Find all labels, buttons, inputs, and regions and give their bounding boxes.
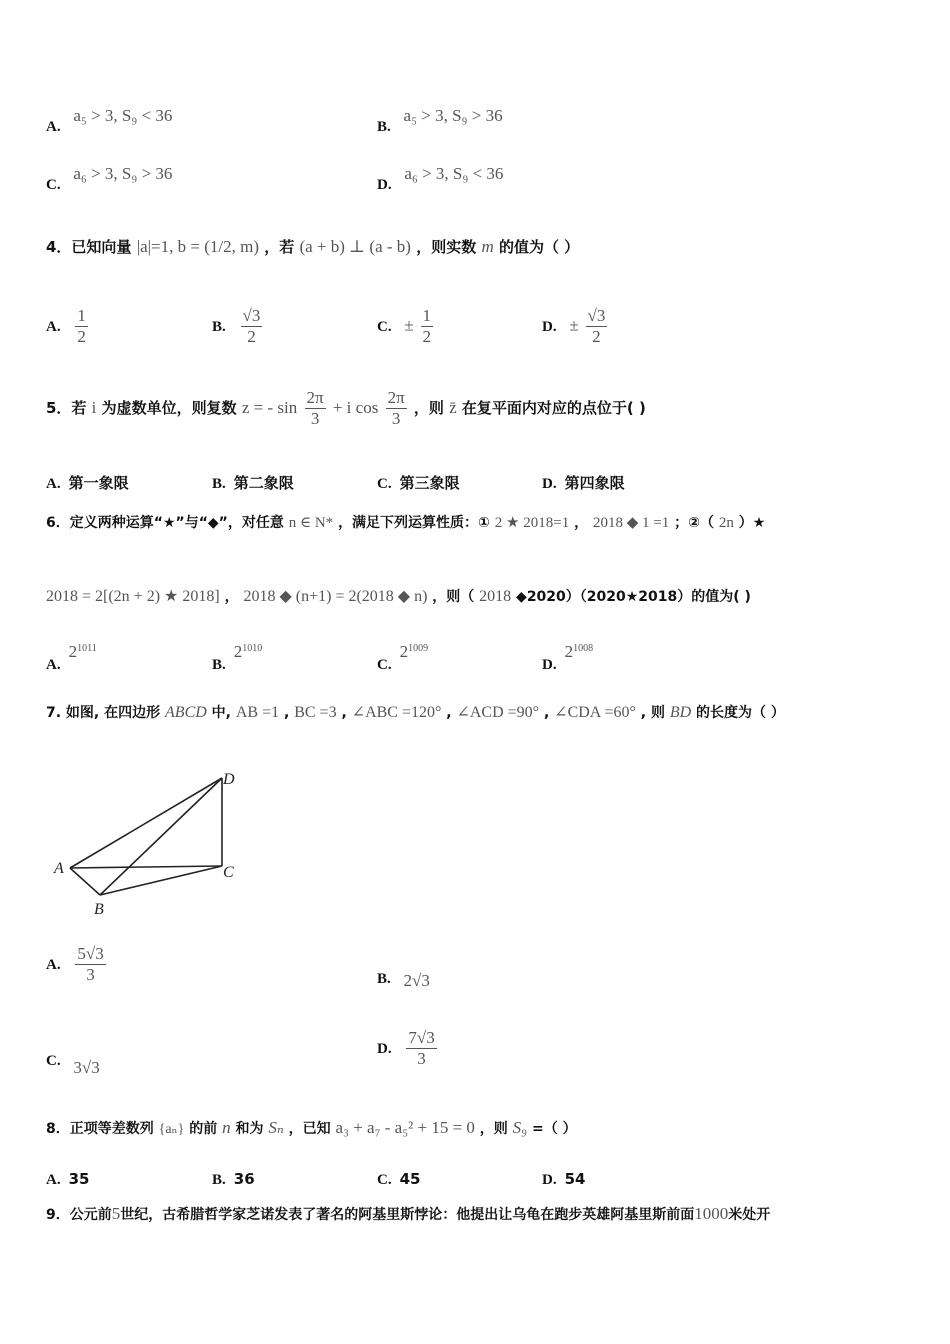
q7-text-5: , [446, 705, 452, 721]
option-label: D. [377, 177, 392, 193]
option-label: A. [46, 657, 61, 673]
q4-mid: ，若 [264, 238, 295, 256]
vertex-label-a: A [54, 860, 64, 877]
q8-option-a[interactable] [46, 1170, 89, 1189]
fraction-numerator: √3 [587, 306, 606, 325]
option-text: 36 [233, 1170, 255, 1188]
option-base: 2 [399, 642, 409, 661]
option-label: A. [46, 956, 61, 973]
q3-option-c[interactable] [46, 164, 173, 193]
q5-mid: 为虚数单位，则复数 [101, 399, 237, 417]
fraction-denominator: 3 [86, 965, 95, 984]
option-math: 2√3 [403, 971, 430, 990]
option-exponent: 1008 [573, 643, 594, 654]
option-text: 第二象限 [233, 474, 294, 492]
q8-text-1: 8．正项等差数列 [46, 1121, 154, 1137]
q5-option-d[interactable] [542, 472, 625, 493]
q7-text-6: , [543, 705, 550, 721]
fraction-numerator: 1 [77, 306, 86, 325]
q7-math-1: ABCD [165, 704, 207, 721]
option-label: B. [377, 971, 391, 987]
option-text: 45 [399, 1170, 421, 1188]
q4-math-perp: (a + b) ⊥ (a - b) [299, 237, 411, 256]
option-math: a₅ > 3, S₉ < 36 [73, 106, 173, 125]
option-fraction [406, 1028, 436, 1069]
fraction-denominator: 2 [592, 327, 601, 346]
q4-var: m [481, 237, 494, 256]
q9-math-1: 5 [111, 1204, 121, 1223]
q6-text-5: ）★ [738, 515, 766, 531]
segment-bd [100, 778, 222, 895]
q6-math-6: 2018 ◆ (n+1) = 2(2018 ◆ n) [243, 588, 428, 605]
option-label: A. [46, 318, 61, 335]
fraction-numerator: 5√3 [77, 944, 104, 963]
q5-option-b[interactable] [212, 472, 294, 493]
q6-text-3: ， [574, 515, 589, 531]
quadrilateral-figure [48, 765, 248, 920]
q8-math-4: a₃ + a₇ - a₅² + 15 = 0 [335, 1118, 475, 1137]
q4-option-b[interactable] [212, 306, 264, 347]
fraction-numerator: √3 [242, 306, 261, 325]
q5-fraction-1 [305, 388, 326, 429]
q7-option-b[interactable] [377, 968, 430, 988]
option-label: A. [46, 1172, 61, 1188]
q5-suffix: 在复平面内对应的点位于( ) [461, 399, 646, 417]
option-text: 第三象限 [399, 474, 460, 492]
option-base: 2 [68, 642, 78, 661]
q4-option-a[interactable] [46, 306, 90, 347]
q7-math-3: BC =3 [294, 704, 337, 721]
q8-text-5: ，则 [479, 1121, 508, 1137]
q7-math-4: ∠ABC =120° [351, 704, 442, 721]
q6-math-2: 2 ★ 2018=1 [494, 515, 570, 531]
question-9 [46, 1204, 770, 1224]
question-8 [46, 1118, 577, 1138]
option-fraction [421, 306, 434, 347]
q6-math-7: 2018 [479, 588, 512, 605]
option-text: 54 [564, 1170, 586, 1188]
q5-option-a[interactable] [46, 472, 129, 493]
option-math: a₆ > 3, S₉ > 36 [73, 164, 173, 183]
option-fraction [75, 306, 88, 347]
q9-math-2: 1000 [694, 1204, 729, 1223]
q7-option-c[interactable] [46, 1050, 100, 1077]
fraction-numerator: 2π [306, 388, 324, 407]
q6-math-1: n ∈ N* [288, 515, 334, 531]
option-sign: ± [404, 315, 414, 335]
fraction-denominator: 3 [310, 409, 320, 428]
option-exponent: 1009 [408, 643, 429, 654]
q5-expr-b: + i cos [332, 398, 379, 417]
q4-option-c[interactable] [377, 306, 435, 347]
q6-math-5: 2018 = 2[(2n + 2) ★ 2018] [46, 588, 220, 605]
option-base: 2 [564, 642, 574, 661]
fraction-numerator: 7√3 [408, 1028, 435, 1047]
q5-prefix: 5．若 [46, 399, 87, 417]
q4-option-d[interactable] [542, 306, 609, 347]
q6-text-2: ，满足下列运算性质：① [338, 515, 490, 531]
q7-option-a[interactable] [46, 944, 108, 985]
option-fraction [75, 944, 105, 985]
option-label: C. [377, 1172, 392, 1188]
q6-text-8: ◆2020）（2020★2018）的值为( ) [516, 589, 751, 605]
vertex-label-c: C [223, 864, 234, 881]
q8-math-1: {aₙ} [158, 1122, 185, 1137]
q6-option-d[interactable] [542, 642, 594, 673]
q5-fraction-2 [386, 388, 407, 429]
option-label: A. [46, 476, 61, 492]
fraction-denominator: 3 [417, 1049, 426, 1068]
q8-math-5: S₉ [512, 1118, 528, 1137]
option-label: C. [46, 177, 61, 193]
q3-option-a[interactable] [46, 106, 173, 135]
question-7 [46, 702, 785, 722]
q7-text-8: 的长度为（ ） [696, 705, 785, 721]
vertex-label-d: D [223, 771, 235, 788]
segment-ac [70, 866, 222, 868]
q3-option-d[interactable] [377, 164, 504, 193]
q8-text-3: 和为 [235, 1121, 264, 1137]
question-4 [46, 236, 579, 257]
option-label: C. [46, 1053, 61, 1069]
option-fraction [241, 306, 263, 347]
option-label: C. [377, 657, 392, 673]
option-label: B. [212, 657, 226, 673]
segment-ab [70, 868, 100, 895]
q3-option-b[interactable] [377, 106, 503, 135]
q5-expr-a: z = - sin [241, 398, 298, 417]
q6-text-4: ；②（ [674, 515, 714, 531]
q9-text-3: 米处开 [728, 1207, 771, 1223]
option-label: B. [212, 318, 226, 335]
fraction-denominator: 2 [77, 327, 86, 346]
q8-math-2: n [222, 1118, 231, 1137]
q8-math-3: Sₙ [268, 1118, 284, 1137]
q5-i: i [91, 398, 97, 417]
q5-zbar: z̄ [449, 398, 457, 417]
q8-text-2: 的前 [189, 1121, 218, 1137]
q7-text-1: 7. 如图, 在四边形 [46, 705, 161, 721]
q7-math-5: ∠ACD =90° [456, 704, 540, 721]
fraction-numerator: 1 [422, 306, 431, 325]
fraction-denominator: 2 [247, 327, 256, 346]
q9-text-1: 9．公元前 [46, 1207, 112, 1223]
option-label: B. [212, 1172, 226, 1188]
question-6-line-2 [46, 586, 751, 606]
q8-option-c[interactable] [377, 1170, 420, 1189]
option-exponent: 1011 [77, 643, 97, 654]
option-label: B. [377, 119, 391, 135]
question-6-line-1 [46, 512, 765, 532]
option-base: 2 [233, 642, 243, 661]
option-label: A. [46, 119, 61, 135]
q6-math-4: 2n [718, 515, 734, 531]
vertex-label-b: B [94, 901, 104, 918]
q8-option-d[interactable] [542, 1170, 585, 1189]
q7-text-7: , 则 [640, 705, 665, 721]
segment-ad [70, 778, 222, 868]
option-sign: ± [569, 315, 579, 335]
q4-suffix: 的值为（ ） [498, 238, 580, 256]
q7-option-d[interactable] [377, 1028, 439, 1069]
option-text: 第一象限 [68, 474, 129, 492]
q7-math-6: ∠CDA =60° [554, 704, 636, 721]
option-label: D. [542, 657, 557, 673]
q6-option-a[interactable] [46, 642, 97, 673]
q7-text-4: , [341, 705, 347, 721]
fraction-denominator: 3 [391, 409, 401, 428]
q6-text-7: ，则（ [432, 589, 475, 605]
fraction-denominator: 2 [422, 327, 431, 346]
q4-prefix: 4．已知向量 [46, 238, 132, 256]
option-fraction [586, 306, 608, 347]
fraction-numerator: 2π [387, 388, 405, 407]
q6-text-6: ， [224, 589, 239, 605]
option-label: D. [542, 476, 557, 492]
q6-math-3: 2018 ◆ 1 =1 [592, 515, 670, 531]
option-exponent: 1010 [242, 643, 263, 654]
option-math: a₅ > 3, S₉ > 36 [403, 106, 503, 125]
q9-text-2: 世纪，古希腊哲学家芝诺发表了著名的阿基里斯悖论：他提出让乌龟在跑步英雄阿基里斯前面 [120, 1207, 695, 1223]
option-label: D. [377, 1040, 392, 1057]
option-text: 第四象限 [564, 474, 625, 492]
option-math: 3√3 [73, 1058, 100, 1077]
q6-option-c[interactable] [377, 642, 429, 673]
q8-option-b[interactable] [212, 1170, 255, 1189]
option-label: C. [377, 476, 392, 492]
q7-math-2: AB =1 [235, 704, 280, 721]
q5-mid2: ，则 [413, 399, 444, 417]
option-text: 35 [68, 1170, 90, 1188]
option-math: a₆ > 3, S₉ < 36 [404, 164, 504, 183]
q6-text-1: 6．定义两种运算“★”与“◆”，对任意 [46, 515, 284, 531]
q5-option-c[interactable] [377, 472, 460, 493]
q7-text-2: 中, [211, 705, 231, 721]
q6-option-b[interactable] [212, 642, 263, 673]
option-label: B. [212, 476, 226, 492]
segment-bc [100, 866, 222, 895]
q7-math-7: BD [669, 704, 692, 721]
q4-mid2: ，则实数 [416, 238, 477, 256]
question-5 [46, 388, 646, 429]
option-label: C. [377, 318, 392, 335]
option-label: D. [542, 318, 557, 335]
q7-text-3: , [284, 705, 290, 721]
q8-text-4: ，已知 [288, 1121, 331, 1137]
option-label: D. [542, 1172, 557, 1188]
q4-math-vectors: |a|=1, b = (1/2, m) [136, 237, 259, 256]
q8-text-6: =（ ） [531, 1121, 577, 1137]
